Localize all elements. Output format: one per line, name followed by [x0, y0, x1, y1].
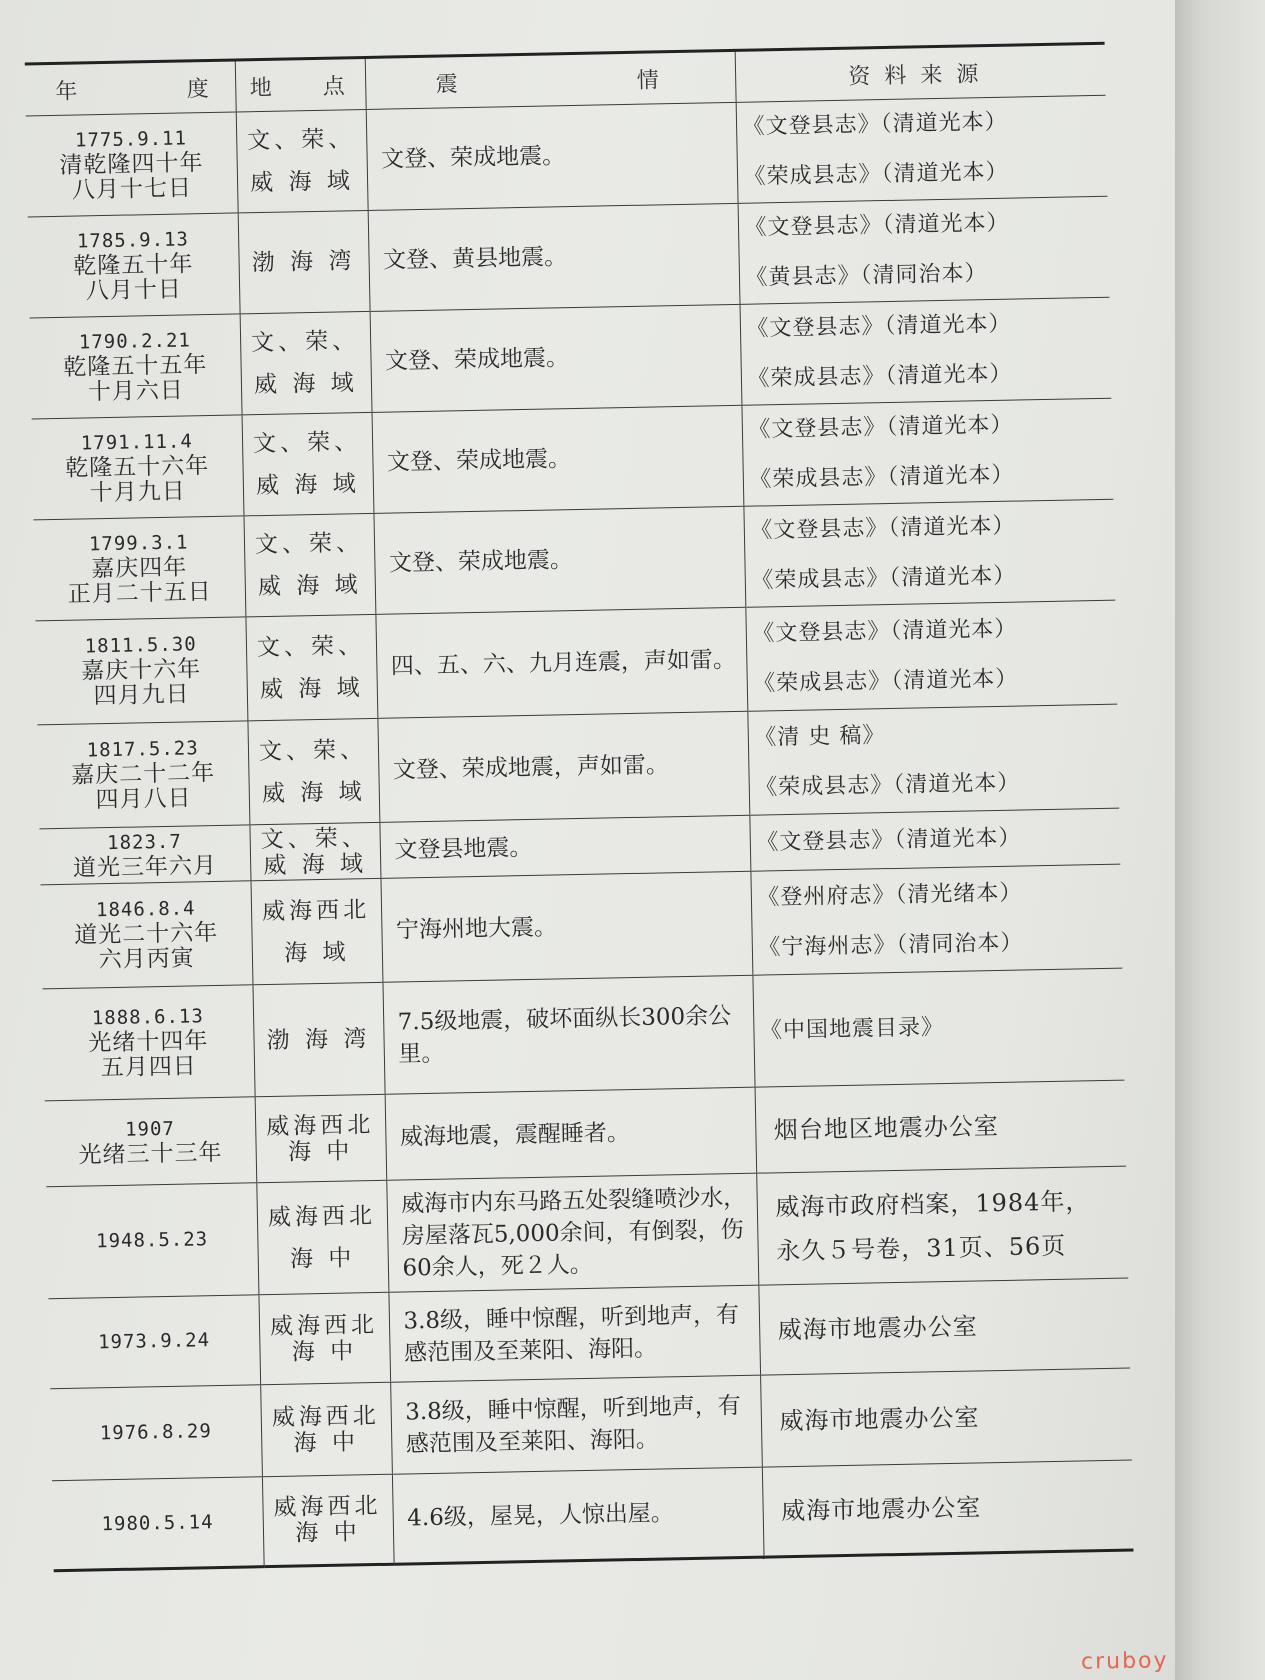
location-line: 文、荣、: [258, 736, 368, 765]
gregorian-date: 1823.7: [106, 830, 182, 854]
cell-year: [28, 213, 240, 318]
cell-location: [236, 109, 368, 212]
source-reference: 永久５号卷，31页、56页: [775, 1231, 1067, 1265]
header-year: 年 度: [25, 60, 236, 116]
location-line: 文、荣、: [256, 632, 366, 661]
cell-location: [247, 718, 379, 824]
earthquake-table-container: [25, 42, 1136, 1662]
cell-situation: 3.8级，睡中惊醒，听到地声，有感范围及至莱阳、海阳。: [390, 1375, 762, 1474]
source-reference: 《文登县志》（清道光本）: [750, 513, 1016, 544]
location-line: 威 海 域: [259, 674, 364, 703]
lunar-date: 四月八日: [95, 785, 192, 814]
cell-situation: 四、五、六、九月连震，声如雷。: [375, 607, 747, 718]
lunar-date: 十月六日: [87, 377, 185, 405]
location-line: 威 海 域: [253, 370, 359, 399]
source-reference: 《荣成县志》（清道光本）: [747, 361, 1013, 392]
cell-situation: 3.8级，睡中惊醒，听到地声，有感范围及至莱阳、海阳。: [388, 1285, 760, 1382]
source-reference: 威海市政府档案，1984年，: [775, 1186, 1091, 1221]
source-reference: 《登州府志》（清光绪本）: [757, 880, 1023, 911]
cell-situation: 7.5级地震，破坏面纵长300余公里。: [382, 975, 754, 1094]
location-line: 文、荣、: [254, 530, 364, 559]
location-line: 文、荣、: [247, 126, 356, 155]
cell-location: [262, 1474, 394, 1566]
source-reference: 《文登县志》（清道光本）: [746, 311, 1012, 342]
cell-source: [738, 196, 1110, 304]
location-line: 威 海 域: [250, 168, 355, 197]
lunar-date: 清乾隆四十年: [59, 149, 204, 179]
cell-situation: 文登、荣成地震。: [366, 102, 738, 210]
cell-location: [252, 982, 384, 1096]
location-line: 威海西北: [273, 1492, 382, 1522]
cell-source: [736, 95, 1108, 203]
source-reference: 《黄县志》（清同治本）: [745, 261, 988, 291]
cell-situation: 文登、荣成地震，声如雷。: [377, 711, 749, 822]
cell-source: [740, 297, 1112, 405]
source-reference: 《文登县志》（清道光本）: [744, 210, 1010, 241]
gregorian-date: 1976.8.29: [99, 1420, 212, 1445]
lunar-date: 五月四日: [100, 1053, 198, 1082]
cell-year: [32, 415, 244, 520]
location-line: 海 中: [295, 1519, 361, 1547]
cell-year: [43, 985, 255, 1101]
location-line: 威 海 域: [261, 778, 366, 807]
header-location: 地 点: [235, 57, 366, 111]
source-reference: 《文登县志》（清道光本）: [742, 109, 1008, 140]
table-row: [41, 864, 1123, 989]
table-row: [35, 600, 1117, 725]
gregorian-date: 1775.9.11: [74, 126, 188, 152]
cell-location: [256, 1180, 388, 1294]
gregorian-date: 1811.5.30: [84, 633, 197, 658]
location-line: 威海西北: [269, 1311, 379, 1340]
gregorian-date: 1846.8.4: [95, 897, 196, 922]
source-reference: 《荣成县志》（清道光本）: [753, 666, 1019, 697]
lunar-date: 十月九日: [89, 478, 186, 506]
source-reference: 《荣成县志》（清道光本）: [751, 563, 1017, 594]
gregorian-date: 1948.5.23: [95, 1228, 209, 1253]
source-reference: 《荣成县志》（清道光本）: [755, 770, 1021, 801]
table-row: [32, 398, 1114, 520]
cell-source: [743, 499, 1115, 607]
location-line: 文、荣、: [252, 429, 362, 458]
location-line: 渤 海 湾: [251, 248, 356, 277]
table-body: [26, 95, 1134, 1570]
source-reference: 威海市地震办公室: [777, 1311, 978, 1344]
cell-situation: 威海地震，震醒睡者。: [385, 1087, 757, 1180]
location-line: 威 海 域: [257, 572, 362, 601]
location-line: 文、荣、: [250, 328, 360, 357]
cell-year: [37, 721, 249, 829]
gregorian-date: 1888.6.13: [91, 1005, 205, 1030]
lunar-date: 四月九日: [93, 681, 190, 710]
cell-location: [255, 1094, 387, 1182]
cell-source: [755, 1080, 1127, 1173]
cell-location: [249, 822, 380, 880]
cell-source: [747, 704, 1119, 815]
location-line: 威海西北: [271, 1402, 381, 1431]
cell-location: [242, 412, 374, 515]
lunar-date: 乾隆五十六年: [65, 452, 210, 482]
lunar-date: 道光三年六月: [72, 852, 218, 882]
source-reference: 《文登县志》（清道光本）: [752, 616, 1018, 647]
lunar-date: 光绪三十三年: [78, 1139, 223, 1169]
lunar-date: 乾隆五十年: [73, 250, 194, 280]
cell-situation: 文登、荣成地震。: [373, 506, 745, 614]
location-line: 海 中: [287, 1137, 354, 1166]
source-reference: 《荣成县志》（清道光本）: [749, 462, 1015, 493]
cell-year: [39, 825, 250, 885]
cell-location: [243, 513, 375, 616]
location-line: 海 域: [283, 938, 350, 967]
table-row: [34, 499, 1116, 621]
location-line: 威 海 域: [263, 850, 368, 879]
cell-year: [45, 1097, 257, 1187]
source-reference: 《文登县志》（清道光本）: [756, 825, 1022, 856]
location-line: 海 中: [291, 1337, 358, 1366]
source-reference: 威海市地震办公室: [779, 1402, 980, 1435]
lunar-date: 八月十七日: [71, 174, 193, 204]
table-row: [26, 95, 1108, 217]
location-line: 威海西北: [261, 896, 371, 925]
lunar-date: 嘉庆二十二年: [70, 759, 216, 789]
location-line: 海 中: [289, 1244, 356, 1273]
cell-source: [760, 1368, 1132, 1467]
cell-location: [245, 614, 377, 720]
cell-situation: 文登县地震。: [379, 815, 750, 878]
header-situation: 震 情: [365, 50, 736, 109]
cell-year: [30, 314, 242, 419]
source-reference: 《荣成县志》（清道光本）: [743, 159, 1009, 190]
lunar-date: 嘉庆四年: [90, 553, 188, 582]
cell-location: [240, 311, 372, 414]
cell-situation: 宁海州地大震。: [380, 871, 752, 982]
gregorian-date: 1907: [124, 1117, 176, 1141]
location-line: 海 中: [293, 1428, 360, 1457]
source-reference: 威海市地震办公室: [780, 1493, 982, 1526]
table-row: [30, 297, 1112, 419]
cell-year: [34, 516, 246, 621]
cell-source: [750, 864, 1122, 975]
lunar-date: 八月十日: [85, 276, 183, 304]
table-row: [28, 196, 1110, 318]
cell-situation: 4.6级，屋晃，人惊出屋。: [392, 1467, 764, 1564]
cell-year: [46, 1183, 258, 1299]
earthquake-history-table: [25, 42, 1134, 1572]
lunar-date: 道光二十六年: [74, 919, 219, 949]
cell-situation: 文登、荣成地震。: [372, 405, 744, 513]
cell-year: [52, 1477, 264, 1571]
location-line: 文、荣、: [260, 824, 369, 853]
cell-year: [48, 1295, 260, 1389]
cell-source: [749, 808, 1120, 871]
table-row: [37, 704, 1119, 829]
cell-source: [762, 1460, 1134, 1557]
source-reference: 《清 史 稿》: [754, 722, 886, 751]
gregorian-date: 1980.5.14: [101, 1510, 214, 1535]
source-reference: 烟台地区地震办公室: [773, 1111, 1000, 1144]
lunar-date: 六月丙寅: [98, 945, 195, 974]
cell-year: [50, 1385, 262, 1481]
table-row: [46, 1166, 1128, 1299]
cell-location: [250, 878, 382, 984]
lunar-date: 光绪十四年: [88, 1028, 209, 1057]
cell-situation: 文登、黄县地震。: [368, 203, 740, 311]
cell-year: [26, 112, 238, 217]
gregorian-date: 1791.11.4: [80, 429, 193, 455]
cell-year: [35, 617, 247, 725]
cell-source: [745, 600, 1117, 711]
cell-source: [758, 1278, 1130, 1375]
gregorian-date: 1790.2.21: [78, 328, 192, 354]
gregorian-date: 1785.9.13: [76, 227, 190, 253]
table-row: [43, 968, 1125, 1101]
cell-situation: 文登、荣成地震。: [370, 304, 742, 412]
cell-source: [741, 398, 1113, 506]
location-line: 威海西北: [265, 1111, 375, 1140]
cell-location: [258, 1292, 390, 1384]
location-line: 威 海 域: [255, 471, 360, 500]
gregorian-date: 1817.5.23: [86, 737, 199, 762]
header-source: 资料来源: [735, 43, 1106, 102]
location-line: 威海西北: [267, 1202, 377, 1231]
location-line: 渤 海 湾: [266, 1025, 371, 1054]
gregorian-date: 1799.3.1: [88, 530, 189, 555]
cell-situation: 威海市内东马路五处裂缝喷沙水，房屋落瓦5,000余间，有倒裂，伤60余人，死２人。: [386, 1173, 758, 1292]
source-reference: 《中国地震目录》: [759, 1014, 945, 1044]
cell-source: [752, 968, 1124, 1087]
lunar-date: 嘉庆十六年: [80, 656, 202, 685]
cell-year: [41, 881, 253, 989]
lunar-date: 正月二十五日: [67, 578, 212, 608]
lunar-date: 乾隆五十五年: [63, 351, 208, 381]
table-row: [52, 1460, 1134, 1571]
watermark-text: cruboy: [1081, 1648, 1170, 1675]
cell-source: [756, 1166, 1128, 1285]
gregorian-date: 1973.9.24: [97, 1329, 211, 1354]
cell-location: [238, 210, 370, 313]
cell-location: [260, 1382, 392, 1476]
source-reference: 《文登县志》（清道光本）: [748, 412, 1014, 443]
source-reference: 《宁海州志》（清同治本）: [758, 930, 1024, 961]
page-gutter: [1175, 0, 1265, 1680]
